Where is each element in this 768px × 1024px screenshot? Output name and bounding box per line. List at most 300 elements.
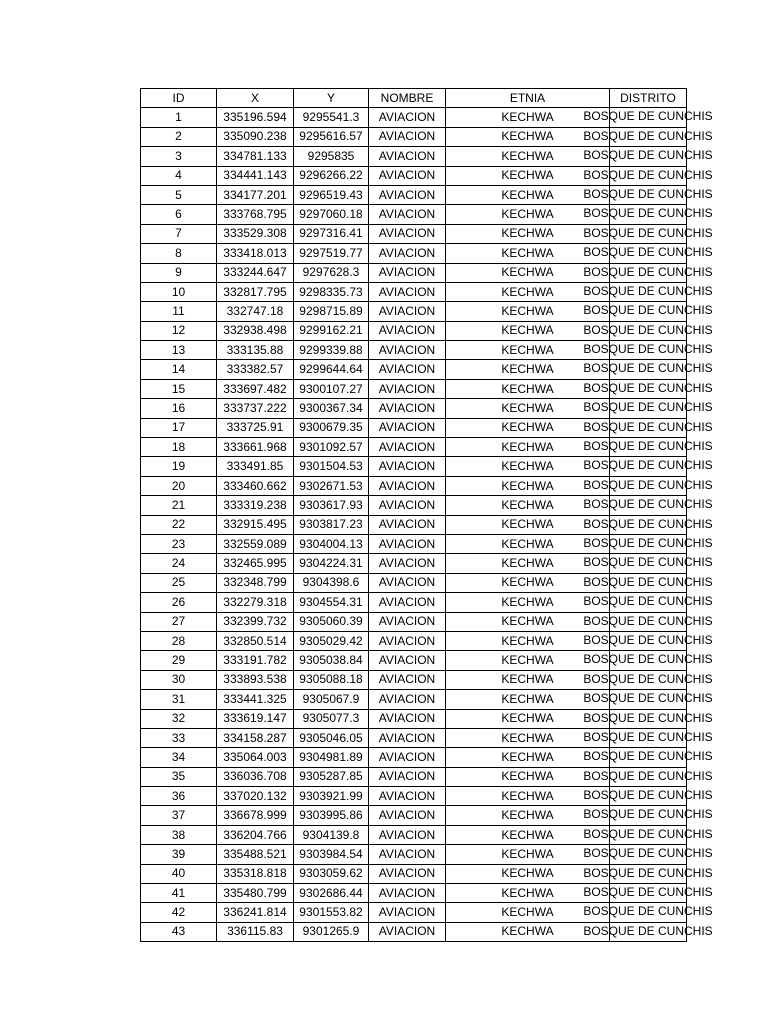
- table-row: [141, 845, 687, 864]
- cell-id: 8: [141, 244, 217, 263]
- cell-etnia: KECHWA: [446, 690, 610, 709]
- cell-nombre: AVIACION: [369, 593, 446, 612]
- cell-y: 9299162.21: [294, 321, 369, 340]
- cell-x: 335064.003: [217, 748, 294, 767]
- cell-distrito: [583, 321, 713, 340]
- table-row: [141, 787, 687, 806]
- cell-nombre: AVIACION: [369, 884, 446, 903]
- cell-id: 4: [141, 166, 217, 185]
- cell-nombre: AVIACION: [369, 263, 446, 282]
- cell-x: 333191.782: [217, 651, 294, 670]
- cell-y: 9305067.9: [294, 690, 369, 709]
- header-x: X: [217, 89, 294, 108]
- cell-nombre: AVIACION: [369, 127, 446, 146]
- cell-y: 9305046.05: [294, 728, 369, 747]
- cell-x: 332850.514: [217, 631, 294, 650]
- cell-id: 34: [141, 748, 217, 767]
- cell-x: 335480.799: [217, 884, 294, 903]
- table-row: [141, 244, 687, 263]
- cell-etnia: KECHWA: [446, 554, 610, 573]
- cell-y: 9303921.99: [294, 787, 369, 806]
- cell-distrito: [583, 593, 713, 612]
- cell-distrito: [583, 476, 713, 495]
- cell-y: 9305077.3: [294, 709, 369, 728]
- cell-id: 2: [141, 127, 217, 146]
- cell-nombre: AVIACION: [369, 612, 446, 631]
- cell-y: 9298715.89: [294, 302, 369, 321]
- cell-distrito: [583, 496, 713, 515]
- cell-distrito: [583, 399, 713, 418]
- header-y: Y: [294, 89, 369, 108]
- cell-id: 19: [141, 457, 217, 476]
- cell-y: 9302671.53: [294, 476, 369, 495]
- cell-x: 333619.147: [217, 709, 294, 728]
- cell-id: 13: [141, 341, 217, 360]
- cell-id: 28: [141, 631, 217, 650]
- cell-id: 29: [141, 651, 217, 670]
- cell-distrito: [583, 166, 713, 185]
- cell-distrito-text: BOSQUE DE CUNCHIS: [583, 497, 713, 512]
- cell-etnia: KECHWA: [446, 631, 610, 650]
- cell-y: 9297628.3: [294, 263, 369, 282]
- table-row: [141, 418, 687, 437]
- cell-distrito-text: BOSQUE DE CUNCHIS: [583, 361, 713, 376]
- cell-id: 12: [141, 321, 217, 340]
- table-row: [141, 457, 687, 476]
- cell-y: 9301265.9: [294, 922, 369, 941]
- cell-nombre: AVIACION: [369, 864, 446, 883]
- table-row: [141, 767, 687, 786]
- cell-x: 332279.318: [217, 593, 294, 612]
- cell-distrito-text: BOSQUE DE CUNCHIS: [583, 671, 713, 686]
- cell-nombre: AVIACION: [369, 438, 446, 457]
- cell-etnia: KECHWA: [446, 728, 610, 747]
- cell-distrito: [583, 341, 713, 360]
- cell-etnia: KECHWA: [446, 515, 610, 534]
- cell-id: 38: [141, 825, 217, 844]
- cell-y: 9295541.3: [294, 108, 369, 127]
- cell-nombre: AVIACION: [369, 903, 446, 922]
- table-row: [141, 631, 687, 650]
- cell-distrito-text: BOSQUE DE CUNCHIS: [583, 652, 713, 667]
- cell-nombre: AVIACION: [369, 147, 446, 166]
- cell-nombre: AVIACION: [369, 922, 446, 941]
- cell-id: 25: [141, 573, 217, 592]
- header-nombre: NOMBRE: [369, 89, 446, 108]
- cell-distrito: [583, 612, 713, 631]
- cell-y: 9295835: [294, 147, 369, 166]
- cell-x: 332399.732: [217, 612, 294, 631]
- cell-etnia: KECHWA: [446, 147, 610, 166]
- cell-nombre: AVIACION: [369, 534, 446, 553]
- cell-distrito-text: BOSQUE DE CUNCHIS: [583, 148, 713, 163]
- table-row: [141, 690, 687, 709]
- cell-nombre: AVIACION: [369, 515, 446, 534]
- table-row: [141, 825, 687, 844]
- cell-x: 333661.968: [217, 438, 294, 457]
- cell-distrito: [583, 302, 713, 321]
- cell-distrito: [583, 884, 713, 903]
- cell-distrito: [583, 205, 713, 224]
- cell-y: 9303995.86: [294, 806, 369, 825]
- table-row: [141, 379, 687, 398]
- cell-y: 9304004.13: [294, 534, 369, 553]
- cell-etnia: KECHWA: [446, 767, 610, 786]
- cell-distrito-text: BOSQUE DE CUNCHIS: [583, 729, 713, 744]
- cell-x: 333529.308: [217, 224, 294, 243]
- cell-nombre: AVIACION: [369, 748, 446, 767]
- cell-distrito: [583, 554, 713, 573]
- cell-y: 9304398.6: [294, 573, 369, 592]
- table-row: [141, 205, 687, 224]
- table-row: [141, 573, 687, 592]
- table-row: [141, 554, 687, 573]
- cell-etnia: KECHWA: [446, 476, 610, 495]
- cell-distrito: [583, 534, 713, 553]
- cell-id: 40: [141, 864, 217, 883]
- cell-distrito: [583, 690, 713, 709]
- cell-id: 33: [141, 728, 217, 747]
- cell-y: 9304139.8: [294, 825, 369, 844]
- cell-distrito-text: BOSQUE DE CUNCHIS: [583, 768, 713, 783]
- cell-distrito-text: BOSQUE DE CUNCHIS: [583, 632, 713, 647]
- cell-x: 336204.766: [217, 825, 294, 844]
- cell-distrito-text: BOSQUE DE CUNCHIS: [583, 439, 713, 454]
- table-row: [141, 496, 687, 515]
- cell-nombre: AVIACION: [369, 282, 446, 301]
- cell-etnia: KECHWA: [446, 321, 610, 340]
- cell-y: 9304981.89: [294, 748, 369, 767]
- cell-distrito: [583, 127, 713, 146]
- cell-id: 39: [141, 845, 217, 864]
- cell-distrito: [583, 748, 713, 767]
- cell-distrito: [583, 806, 713, 825]
- cell-distrito-text: BOSQUE DE CUNCHIS: [583, 245, 713, 260]
- cell-id: 6: [141, 205, 217, 224]
- cell-x: 333768.795: [217, 205, 294, 224]
- cell-etnia: KECHWA: [446, 302, 610, 321]
- cell-etnia: KECHWA: [446, 670, 610, 689]
- cell-y: 9305060.39: [294, 612, 369, 631]
- cell-id: 5: [141, 185, 217, 204]
- cell-distrito-text: BOSQUE DE CUNCHIS: [583, 574, 713, 589]
- table-row: [141, 534, 687, 553]
- cell-distrito-text: BOSQUE DE CUNCHIS: [583, 788, 713, 803]
- cell-x: 334158.287: [217, 728, 294, 747]
- cell-nombre: AVIACION: [369, 709, 446, 728]
- cell-y: 9305029.42: [294, 631, 369, 650]
- cell-nombre: AVIACION: [369, 631, 446, 650]
- cell-etnia: KECHWA: [446, 806, 610, 825]
- cell-id: 35: [141, 767, 217, 786]
- cell-id: 16: [141, 399, 217, 418]
- cell-distrito-text: BOSQUE DE CUNCHIS: [583, 613, 713, 628]
- cell-x: 333893.538: [217, 670, 294, 689]
- cell-distrito-text: BOSQUE DE CUNCHIS: [583, 807, 713, 822]
- cell-distrito: [583, 263, 713, 282]
- cell-nombre: AVIACION: [369, 399, 446, 418]
- cell-nombre: AVIACION: [369, 767, 446, 786]
- cell-etnia: KECHWA: [446, 205, 610, 224]
- cell-etnia: KECHWA: [446, 399, 610, 418]
- cell-distrito-text: BOSQUE DE CUNCHIS: [583, 206, 713, 221]
- cell-x: 336678.999: [217, 806, 294, 825]
- cell-y: 9305287.85: [294, 767, 369, 786]
- cell-distrito-text: BOSQUE DE CUNCHIS: [583, 691, 713, 706]
- cell-distrito-text: BOSQUE DE CUNCHIS: [583, 594, 713, 609]
- table-row: [141, 438, 687, 457]
- cell-distrito: [583, 903, 713, 922]
- cell-id: 30: [141, 670, 217, 689]
- table-body: [141, 108, 713, 942]
- cell-x: 332465.995: [217, 554, 294, 573]
- cell-x: 332348.799: [217, 573, 294, 592]
- cell-distrito: [583, 108, 713, 127]
- table-row: [141, 593, 687, 612]
- cell-y: 9305088.18: [294, 670, 369, 689]
- cell-x: 333382.57: [217, 360, 294, 379]
- cell-distrito-text: BOSQUE DE CUNCHIS: [583, 380, 713, 395]
- cell-distrito: [583, 651, 713, 670]
- cell-id: 22: [141, 515, 217, 534]
- cell-id: 31: [141, 690, 217, 709]
- table-row: [141, 108, 687, 127]
- cell-y: 9302686.44: [294, 884, 369, 903]
- cell-x: 333319.238: [217, 496, 294, 515]
- cell-distrito-text: BOSQUE DE CUNCHIS: [583, 342, 713, 357]
- table-row: [141, 360, 687, 379]
- cell-y: 9299339.88: [294, 341, 369, 360]
- cell-distrito: [583, 185, 713, 204]
- cell-y: 9304224.31: [294, 554, 369, 573]
- cell-etnia: KECHWA: [446, 748, 610, 767]
- cell-nombre: AVIACION: [369, 418, 446, 437]
- cell-nombre: AVIACION: [369, 496, 446, 515]
- cell-x: 332817.795: [217, 282, 294, 301]
- cell-etnia: KECHWA: [446, 922, 610, 941]
- cell-y: 9303059.62: [294, 864, 369, 883]
- cell-etnia: KECHWA: [446, 244, 610, 263]
- cell-y: 9300107.27: [294, 379, 369, 398]
- table-row: [141, 321, 687, 340]
- cell-distrito: [583, 825, 713, 844]
- data-table: [140, 88, 713, 942]
- cell-id: 32: [141, 709, 217, 728]
- header-id: ID: [141, 89, 217, 108]
- cell-distrito: [583, 515, 713, 534]
- cell-nombre: AVIACION: [369, 108, 446, 127]
- cell-nombre: AVIACION: [369, 166, 446, 185]
- cell-distrito-text: BOSQUE DE CUNCHIS: [583, 516, 713, 531]
- cell-id: 17: [141, 418, 217, 437]
- table-row: [141, 341, 687, 360]
- table-row: [141, 476, 687, 495]
- cell-etnia: KECHWA: [446, 573, 610, 592]
- cell-x: 333725.91: [217, 418, 294, 437]
- cell-id: 11: [141, 302, 217, 321]
- table-row: [141, 903, 687, 922]
- cell-id: 23: [141, 534, 217, 553]
- cell-x: 333460.662: [217, 476, 294, 495]
- cell-id: 42: [141, 903, 217, 922]
- cell-id: 18: [141, 438, 217, 457]
- cell-etnia: KECHWA: [446, 903, 610, 922]
- table-row: [141, 864, 687, 883]
- cell-distrito-text: BOSQUE DE CUNCHIS: [583, 283, 713, 298]
- cell-distrito: [583, 631, 713, 650]
- cell-y: 9298335.73: [294, 282, 369, 301]
- cell-y: 9303617.93: [294, 496, 369, 515]
- cell-id: 43: [141, 922, 217, 941]
- cell-y: 9296266.22: [294, 166, 369, 185]
- cell-y: 9301553.82: [294, 903, 369, 922]
- cell-etnia: KECHWA: [446, 379, 610, 398]
- cell-nombre: AVIACION: [369, 205, 446, 224]
- cell-x: 337020.132: [217, 787, 294, 806]
- cell-distrito-text: BOSQUE DE CUNCHIS: [583, 458, 713, 473]
- table-row: [141, 127, 687, 146]
- cell-distrito: [583, 670, 713, 689]
- cell-id: 1: [141, 108, 217, 127]
- cell-id: 20: [141, 476, 217, 495]
- cell-y: 9295616.57: [294, 127, 369, 146]
- cell-distrito-text: BOSQUE DE CUNCHIS: [583, 865, 713, 880]
- cell-distrito: [583, 224, 713, 243]
- cell-distrito-text: BOSQUE DE CUNCHIS: [583, 419, 713, 434]
- cell-id: 7: [141, 224, 217, 243]
- cell-distrito: [583, 767, 713, 786]
- cell-id: 21: [141, 496, 217, 515]
- cell-id: 3: [141, 147, 217, 166]
- cell-etnia: KECHWA: [446, 185, 610, 204]
- cell-distrito-text: BOSQUE DE CUNCHIS: [583, 109, 713, 124]
- cell-x: 332747.18: [217, 302, 294, 321]
- cell-x: 333244.647: [217, 263, 294, 282]
- cell-id: 9: [141, 263, 217, 282]
- cell-distrito: [583, 864, 713, 883]
- cell-x: 334441.143: [217, 166, 294, 185]
- cell-x: 333491.85: [217, 457, 294, 476]
- cell-nombre: AVIACION: [369, 476, 446, 495]
- cell-nombre: AVIACION: [369, 670, 446, 689]
- cell-y: 9304554.31: [294, 593, 369, 612]
- cell-distrito-text: BOSQUE DE CUNCHIS: [583, 710, 713, 725]
- cell-y: 9297519.77: [294, 244, 369, 263]
- cell-distrito: [583, 728, 713, 747]
- cell-distrito-text: BOSQUE DE CUNCHIS: [583, 555, 713, 570]
- table-row: [141, 884, 687, 903]
- cell-distrito-text: BOSQUE DE CUNCHIS: [583, 885, 713, 900]
- table-row: [141, 282, 687, 301]
- cell-distrito: [583, 360, 713, 379]
- cell-id: 36: [141, 787, 217, 806]
- table-row: [141, 263, 687, 282]
- cell-distrito-text: BOSQUE DE CUNCHIS: [583, 322, 713, 337]
- header-distrito: DISTRITO: [610, 89, 687, 108]
- cell-etnia: KECHWA: [446, 593, 610, 612]
- cell-etnia: KECHWA: [446, 438, 610, 457]
- cell-distrito-text: BOSQUE DE CUNCHIS: [583, 264, 713, 279]
- cell-distrito-text: BOSQUE DE CUNCHIS: [583, 749, 713, 764]
- cell-etnia: KECHWA: [446, 282, 610, 301]
- cell-x: 333418.013: [217, 244, 294, 263]
- cell-y: 9303817.23: [294, 515, 369, 534]
- cell-x: 336241.814: [217, 903, 294, 922]
- table-row: [141, 709, 687, 728]
- cell-distrito: [583, 845, 713, 864]
- cell-etnia: KECHWA: [446, 263, 610, 282]
- cell-distrito: [583, 418, 713, 437]
- cell-y: 9297060.18: [294, 205, 369, 224]
- cell-y: 9300679.35: [294, 418, 369, 437]
- cell-id: 10: [141, 282, 217, 301]
- cell-etnia: KECHWA: [446, 418, 610, 437]
- cell-etnia: KECHWA: [446, 884, 610, 903]
- cell-nombre: AVIACION: [369, 302, 446, 321]
- cell-x: 332559.089: [217, 534, 294, 553]
- cell-distrito-text: BOSQUE DE CUNCHIS: [583, 477, 713, 492]
- table-row: [141, 166, 687, 185]
- cell-nombre: AVIACION: [369, 185, 446, 204]
- cell-x: 333697.482: [217, 379, 294, 398]
- cell-distrito: [583, 438, 713, 457]
- cell-distrito-text: BOSQUE DE CUNCHIS: [583, 186, 713, 201]
- cell-distrito-text: BOSQUE DE CUNCHIS: [583, 535, 713, 550]
- cell-nombre: AVIACION: [369, 845, 446, 864]
- cell-x: 333737.222: [217, 399, 294, 418]
- cell-etnia: KECHWA: [446, 108, 610, 127]
- table-row: [141, 185, 687, 204]
- cell-nombre: AVIACION: [369, 690, 446, 709]
- cell-x: 335318.818: [217, 864, 294, 883]
- cell-y: 9303984.54: [294, 845, 369, 864]
- cell-distrito: [583, 147, 713, 166]
- table-row: [141, 224, 687, 243]
- cell-etnia: KECHWA: [446, 845, 610, 864]
- cell-etnia: KECHWA: [446, 825, 610, 844]
- table-row: [141, 806, 687, 825]
- table-row: [141, 728, 687, 747]
- cell-etnia: KECHWA: [446, 709, 610, 728]
- cell-etnia: KECHWA: [446, 496, 610, 515]
- table-row: [141, 748, 687, 767]
- header-etnia: ETNIA: [446, 89, 610, 108]
- cell-nombre: AVIACION: [369, 224, 446, 243]
- cell-distrito-text: BOSQUE DE CUNCHIS: [583, 303, 713, 318]
- cell-id: 14: [141, 360, 217, 379]
- cell-y: 9305038.84: [294, 651, 369, 670]
- cell-distrito-text: BOSQUE DE CUNCHIS: [583, 167, 713, 182]
- cell-x: 334781.133: [217, 147, 294, 166]
- cell-etnia: KECHWA: [446, 787, 610, 806]
- table-row: [141, 399, 687, 418]
- cell-id: 15: [141, 379, 217, 398]
- cell-y: 9300367.34: [294, 399, 369, 418]
- cell-distrito: [583, 709, 713, 728]
- cell-x: 336036.708: [217, 767, 294, 786]
- cell-distrito: [583, 922, 713, 941]
- cell-y: 9301092.57: [294, 438, 369, 457]
- cell-id: 26: [141, 593, 217, 612]
- cell-x: 333135.88: [217, 341, 294, 360]
- cell-distrito-text: BOSQUE DE CUNCHIS: [583, 923, 713, 938]
- cell-distrito-text: BOSQUE DE CUNCHIS: [583, 826, 713, 841]
- table-row: [141, 670, 687, 689]
- cell-nombre: AVIACION: [369, 825, 446, 844]
- cell-distrito: [583, 244, 713, 263]
- cell-etnia: KECHWA: [446, 864, 610, 883]
- cell-nombre: AVIACION: [369, 651, 446, 670]
